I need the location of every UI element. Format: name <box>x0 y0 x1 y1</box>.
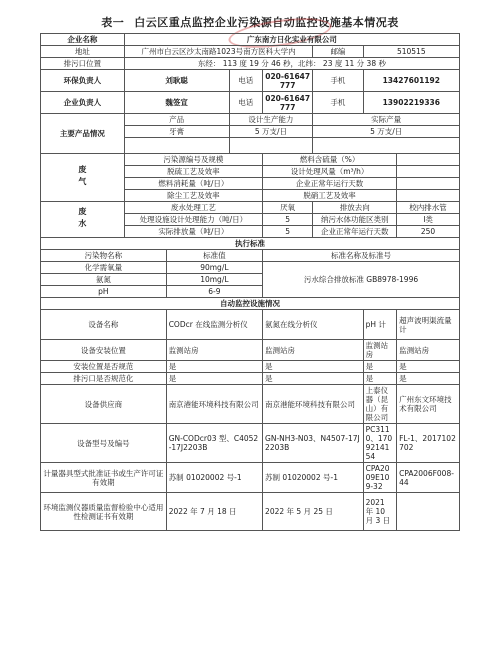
standard-col-value: 标准值 <box>166 250 262 262</box>
water-r1b: 厌氧 <box>263 202 313 214</box>
pollutant-value: 10mg/L <box>166 274 262 286</box>
row-monitor-outlet-ok <box>41 373 460 385</box>
monitor-c3: 上泰仪器（昆山）有限公司 <box>363 385 397 424</box>
row-company-name <box>41 34 460 46</box>
row-monitor-supplier <box>41 385 460 424</box>
row-gas-1 <box>41 154 460 166</box>
row-products-header <box>41 114 460 126</box>
water-r1c: 排放去向 <box>313 202 397 214</box>
address-label: 地址 <box>41 46 125 58</box>
ent-mobile-label: 手机 <box>313 92 363 114</box>
monitor-label: 设备名称 <box>41 310 167 340</box>
output-value: 5 万支/日 <box>313 126 460 138</box>
monitor-c1: 苏制 01020002 号-1 <box>166 463 262 493</box>
outlet-label: 排污口位置 <box>41 58 125 70</box>
env-officer-label: 环保负责人 <box>41 70 125 92</box>
row-water-1 <box>41 202 460 214</box>
products-label: 主要产品情况 <box>41 114 125 154</box>
monitor-c3: 2021 年 10 月 3 日 <box>363 493 397 531</box>
address-value: 广州市白云区沙太南路1023号南方医科大学内 <box>124 46 313 58</box>
gas-r4b: 脱硝工艺及效率 <box>263 190 397 202</box>
env-mobile-label: 手机 <box>313 70 363 92</box>
gas-r2b: 设计处理风量（m³/h） <box>263 166 397 178</box>
product-value: 牙膏 <box>124 126 229 138</box>
table-title: 白云区重点监控企业污染源自动监控设施基本情况表 <box>134 16 399 29</box>
pollutant-name: pH <box>41 286 167 298</box>
pollutant-name: 化学需氧量 <box>41 262 167 274</box>
monitor-c4: 监测站房 <box>397 340 460 361</box>
zip-value: 510515 <box>363 46 459 58</box>
monitor-c1: 是 <box>166 361 262 373</box>
monitor-c1: 南京港能环境科技有限公司 <box>166 385 262 424</box>
monitor-label: 设备型号及编号 <box>41 424 167 463</box>
monitor-label: 计量器具型式批准证书或生产许可证有效期 <box>41 463 167 493</box>
monitor-label: 设备安装位置 <box>41 340 167 361</box>
col-product: 产品 <box>124 114 229 126</box>
row-monitor-install-ok <box>41 361 460 373</box>
info-form <box>40 33 460 531</box>
gas-label: 废气 <box>77 164 87 189</box>
water-r3d: 250 <box>397 226 460 238</box>
water-r1d: 校内排水管 <box>397 202 460 214</box>
water-r2a: 处理设施设计处理能力（吨/日） <box>124 214 262 226</box>
monitor-c4: CPA2006F008-44 <box>397 463 460 493</box>
outlet-value: 东经： 113 度 19 分 46 秒，北纬： 23 度 11 分 38 秒 <box>124 58 459 70</box>
water-r2b: 5 <box>263 214 313 226</box>
monitor-c3: CPA2009E109-32 <box>363 463 397 493</box>
monitor-c2: 南京港能环境科技有限公司 <box>263 385 364 424</box>
monitor-c3: 监测站房 <box>363 340 397 361</box>
zip-label: 邮编 <box>313 46 363 58</box>
ent-mobile: 13902219336 <box>363 92 459 114</box>
document-title <box>0 14 500 30</box>
monitor-c2: GN-NH3-N03、N4507-17J2203B <box>263 424 364 463</box>
monitor-c2: 是 <box>263 373 364 385</box>
env-officer-name: 刘耿聪 <box>124 70 229 92</box>
row-standard-cols <box>41 250 460 262</box>
monitor-c1: 监测站房 <box>166 340 262 361</box>
water-label-cell <box>41 202 125 238</box>
gas-r1a: 污染源编号及规模 <box>124 154 262 166</box>
water-r3c: 企业正常年运行天数 <box>313 226 397 238</box>
gas-r3a: 燃料消耗量（吨/日） <box>124 178 262 190</box>
enterprise-head-name: 魏签宣 <box>124 92 229 114</box>
row-monitor-location <box>41 340 460 361</box>
row-outlet <box>41 58 460 70</box>
standard-name: 污水综合排放标准 GB8978-1996 <box>263 262 460 298</box>
monitor-c2: 是 <box>263 361 364 373</box>
monitor-c1: 2022 年 7 月 18 日 <box>166 493 262 531</box>
row-monitor-certificate <box>41 493 460 531</box>
gas-label-cell <box>41 154 125 202</box>
monitor-header: 自动监控设施情况 <box>41 298 460 310</box>
monitor-label: 排污口是否规范化 <box>41 373 167 385</box>
pollutant-name: 氨氮 <box>41 274 167 286</box>
row-monitor-device <box>41 310 460 340</box>
monitor-c1: 是 <box>166 373 262 385</box>
ent-tel-label: 电话 <box>229 92 263 114</box>
row-address <box>41 46 460 58</box>
monitor-c2: 2022 年 5 月 25 日 <box>263 493 364 531</box>
monitor-c4: 是 <box>397 361 460 373</box>
monitor-c4: 是 <box>397 373 460 385</box>
table-number: 表一 <box>101 16 125 29</box>
gas-r1b: 燃料含硫量（%） <box>263 154 397 166</box>
monitor-label: 环境监测仪器质量监督检验中心适用性检测证书有效期 <box>41 493 167 531</box>
gas-r3b: 企业正常年运行天数 <box>263 178 397 190</box>
water-label: 废水 <box>77 206 87 231</box>
env-tel-label: 电话 <box>229 70 263 92</box>
water-r1a: 废水处理工艺 <box>124 202 262 214</box>
info-table <box>40 33 460 531</box>
monitor-c4 <box>397 493 460 531</box>
row-enterprise-head <box>41 92 460 114</box>
monitor-c1: CODcr 在线监测分析仪 <box>166 310 262 340</box>
monitor-c2: 苏制 01020002 号-1 <box>263 463 364 493</box>
monitor-label: 设备供应商 <box>41 385 167 424</box>
standard-header: 执行标准 <box>41 238 460 250</box>
monitor-c3: 是 <box>363 373 397 385</box>
env-mobile: 13427601192 <box>363 70 459 92</box>
capacity-value: 5 万支/日 <box>229 126 313 138</box>
monitor-c4: FL-1、2017102702 <box>397 424 460 463</box>
monitor-c2: 氨氮在线分析仪 <box>263 310 364 340</box>
env-tel: 020-61647777 <box>263 70 313 92</box>
row-monitor-header <box>41 298 460 310</box>
water-r2d: Ⅰ类 <box>397 214 460 226</box>
pollutant-value: 6-9 <box>166 286 262 298</box>
gas-r4a: 除尘工艺及效率 <box>124 190 262 202</box>
monitor-label: 安装位置是否规范 <box>41 361 167 373</box>
row-standard-1 <box>41 262 460 274</box>
row-monitor-license <box>41 463 460 493</box>
monitor-c3: pH 计 <box>363 310 397 340</box>
row-monitor-model <box>41 424 460 463</box>
company-name-label: 企业名称 <box>41 34 125 46</box>
row-env-officer <box>41 70 460 92</box>
standard-col-name: 标准名称及标准号 <box>263 250 460 262</box>
water-r3a: 实际排放量（吨/日） <box>124 226 262 238</box>
monitor-c3: PC3110、1709214154 <box>363 424 397 463</box>
monitor-c2: 监测站房 <box>263 340 364 361</box>
water-r2c: 纳污水体功能区类别 <box>313 214 397 226</box>
water-r3b: 5 <box>263 226 313 238</box>
monitor-c1: GN-CODcr03 型、C4052-17J2203B <box>166 424 262 463</box>
monitor-c3: 是 <box>363 361 397 373</box>
gas-r2a: 脱硫工艺及效率 <box>124 166 262 178</box>
col-output: 实际产量 <box>313 114 460 126</box>
monitor-c4: 广州东文环境技术有限公司 <box>397 385 460 424</box>
ent-tel: 020-61647777 <box>263 92 313 114</box>
enterprise-head-label: 企业负责人 <box>41 92 125 114</box>
monitor-c4: 超声波明渠流量计 <box>397 310 460 340</box>
pollutant-value: 90mg/L <box>166 262 262 274</box>
company-name: 广东南方日化实业有限公司 <box>124 34 459 46</box>
standard-col-pollutant: 污染物名称 <box>41 250 167 262</box>
col-capacity: 设计生产能力 <box>229 114 313 126</box>
row-standard-header <box>41 238 460 250</box>
